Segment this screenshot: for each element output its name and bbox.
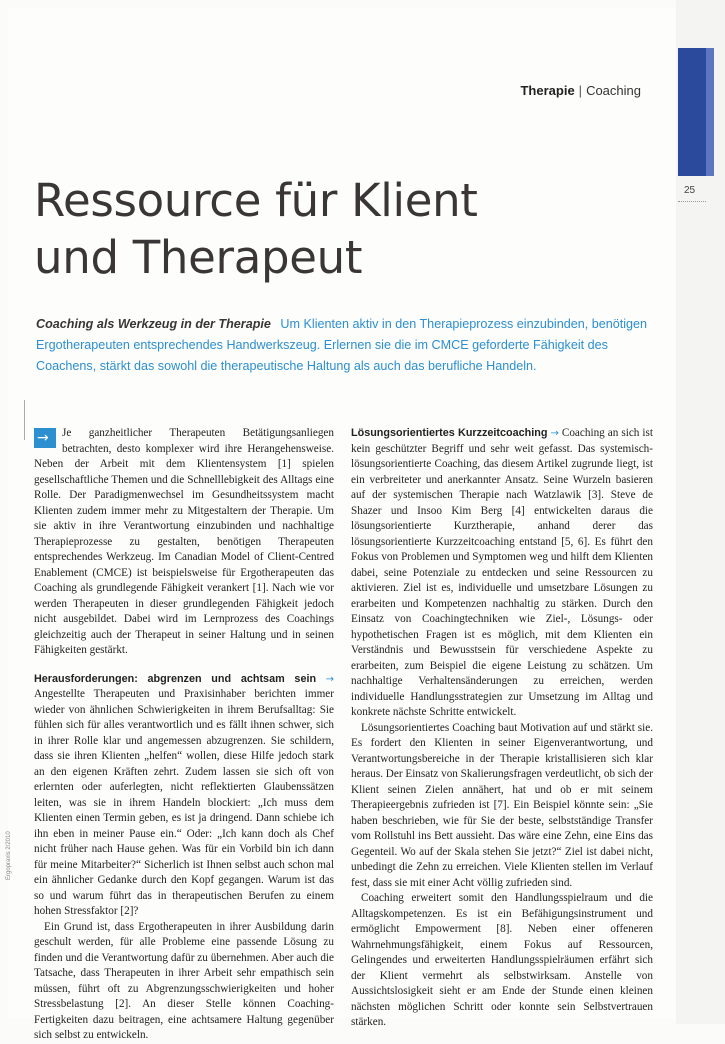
- side-credit: Ergopraxis 2/2010: [6, 831, 12, 880]
- coaching-text: Coaching an sich ist kein geschützter Begriff und sehr weit gefasst. Das systemisch-lösungsorientierte Coaching, das diesem Artikel zugrunde liegt, ist ein verbreiteter und anerkannter Ansatz. Seine Wurzeln basieren auf der systemischen Therapie nach Watzlawik [3]. Steve de Shazer und Insoo Kim Berg [4] entwickelten daraus die lösungsorientierte Kurztherapie, anhand derer das lösungsorientierte Kurzzeitcoaching entstand [5, 6]. Es führt den Fokus von Problemen und Symptomen weg und hilft dem Klienten dabei, seine Potenziale zu entdecken und seine Ressourcen zu aktivieren. Ziel ist es, individuelle und umsetzbare Lösungen zu erarbeiten und Kompetenzen nachhaltig zu stärken. Durch den Einsatz von Coachingtechniken wie Ziel-, Lösungs- oder hypothetischen Fragen ist es möglich, mit dem Klienten ein Verständnis und Bewusstsein für verschiedene Aspekte zu erarbeiten, zum Beispiel die eigene Leistung zu schätzen. Um nachhaltige Verhaltensänderungen zu erreichen, werden individuelle Handlungsstrategien zur Umsetzung im Alltag und konkrete nächste Schritte entwickelt.: [351, 427, 653, 718]
- title-line-1: Ressource für Klient: [34, 174, 478, 227]
- kicker-subsection: Coaching: [586, 83, 641, 98]
- title-line-2: und Therapeut: [34, 231, 363, 284]
- intro-paragraph: [34, 426, 334, 659]
- arrow-right-icon: →: [550, 428, 559, 439]
- margin-rule: [24, 400, 25, 440]
- body-paragraph: Lösungsorientiertes Coaching baut Motivation auf und stärkt sie. Es fordert den Klienten in seiner Eigenverantwortung, und Verantwortungsbereiche in der Therapie kristallisieren sich klar heraus. Der Einsatz von Skalierungsfragen verdeutlicht, ob sich der Klient seinen Zielen annähert, hat und ob er mit seinem Therapieergebnis zufrieden ist [7]. Ein Beispiel könnte sein: „Sie haben beschrieben, wie für Sie der beste, selbstständige Transfer vom Rollstuhl ins Bett aussieht. Das wäre eine Zehn, eine Eins das Gegenteil. Wo auf der Skala stehen Sie jetzt?“ Ziel ist dabei nicht, unbedingt die Zehn zu erreichen. Viele Klienten stellen im Verlauf fest, dass sie mit einer Acht völlig zufrieden sind.: [351, 721, 653, 889]
- coaching-heading: Lösungsorientiertes Kurzzeitcoaching: [351, 427, 548, 439]
- lead-text: Um Klienten aktiv in den Therapieprozess einzubinden, benötigen Ergotherapeuten entsprechendes Handwerkszeug. Erlernen sie die im CMCE geforderte Fähigkeit des Coachens, stärkt das sowohl die therapeutische Haltung als auch das berufliche Handeln.: [36, 317, 648, 373]
- page-number: 25: [684, 185, 696, 196]
- article-lead: [36, 314, 656, 377]
- challenges-heading: Herausforderungen: abgrenzen und achtsam sein: [34, 672, 317, 685]
- body-paragraph: Coaching erweitert somit den Handlungsspielraum und die Alltagskompetenzen. Es ist ein Befähigungsinstrument und ermöglicht Empowerment [8]. Neben einer offeneren Wahrnehmungsfähigkeit, einem Fokus auf Ressourcen, Gelingendes und erweiterten Handlungsspielräumen erfährt sich der Klient vermehrt als selbstwirksam. Anstelle von Aussichtslosigkeit sieht er am Ende der Stunde einen kleinen nächsten möglichen Schritt oder konnte sein Selbstvertrauen stärken.: [351, 892, 653, 1028]
- section-tab-marker-edge: [706, 48, 714, 176]
- intro-text: Je ganzheitlicher Therapeuten Betätigungsanliegen betrachten, desto komplexer wird ihre Herangehensweise. Neben der Arbeit mit dem Klientensystem [1] spielen gesellschaftliche Themen und die Schnelllebigkeit des Alltags eine Rolle. Der Paradigmenwechsel im Gesundheitssystem macht Klienten zudem immer mehr zu Mitgestaltern der Therapie. Um sie aktiv in ihre Verantwortung einzubinden und nachhaltige Therapieprozesse zu gestalten, benötigen Therapeuten entsprechendes Werkzeug. Im Canadian Model of Client-Centred Enablement (CMCE) ist beispielsweise für Ergotherapeuten das Coaching als grundlegende Fähigkeit verankert [1]. Nach wie vor werden Therapeuten in dieser grundlegenden Fähigkeit jedoch nicht ausgebildet. Dabei wird im Lernprozess des Coachings gleichzeitig auch der Therapeut in seiner Haltung und in seinen Fähigkeiten gestärkt.: [34, 427, 334, 656]
- kicker-separator: |: [578, 83, 583, 98]
- right-column: [351, 426, 653, 1031]
- intro-arrow-glyph: →: [37, 430, 49, 446]
- left-column: [34, 426, 334, 1044]
- page-number-rule: [678, 201, 706, 202]
- lead-label: Coaching als Werkzeug in der Therapie: [36, 317, 271, 331]
- kicker-section: Therapie: [520, 83, 575, 98]
- arrow-right-icon: [34, 428, 56, 448]
- section-tab-marker: [678, 48, 708, 176]
- coaching-section: [351, 426, 653, 721]
- section-kicker: [520, 83, 641, 98]
- body-paragraph: Ein Grund ist, dass Ergotherapeuten in ihrer Ausbildung darin geschult werden, für alle Probleme eine passende Lösung zu finden und die Verantwortung dafür zu übernehmen. Aber auch die Tatsache, dass Therapeuten in ihrer Arbeit sehr empathisch sein müssen, führt oft zu Abgrenzungsschwierigkeiten und hoher Stressbelastung [2]. An dieser Stelle können Coaching-Fertigkeiten dazu beitragen, eine achtsamere Haltung gegenüber sich selbst zu entwickeln.: [34, 920, 334, 1041]
- article-title: [34, 172, 478, 286]
- arrow-right-icon: →: [325, 673, 334, 685]
- challenges-section: [34, 672, 334, 920]
- challenges-text: Angestellte Therapeuten und Praxisinhaber berichten immer wieder von ähnlichen Schwierigkeiten in ihrem Berufsalltag: Sie fühlen sich für alles verantwortlich und es fällt ihnen schwer, sich in ihrer Rolle klar und angemessen abzugrenzen. Sie schildern, dass sie ihren Klienten „helfen“ wollen, diese Hilfe jedoch stark an den eigenen Kräften zehrt. Zudem lassen sie sich oft von erlernten oder auferlegten, nicht reflektierten Glaubenssätzen leiten, was sie in ihrem Handeln blockiert: „Ich muss dem Klienten einen Termin geben, es ist ja dringend. Dann schiebe ich ihn eben in meiner Pause ein.“ Oder: „Ich kann doch als Chef nicht früher nach Hause gehen. Was für ein Vorbild bin ich dann für meine Mitarbeiter?“ Sicherlich ist Ihnen selbst auch schon mal ein ähnlicher Gedanke durch den Kopf gegangen. Warum ist das so und warum führt das in therapeutischen Berufen zu einem hohen Stressfaktor [2]?: [34, 688, 334, 917]
